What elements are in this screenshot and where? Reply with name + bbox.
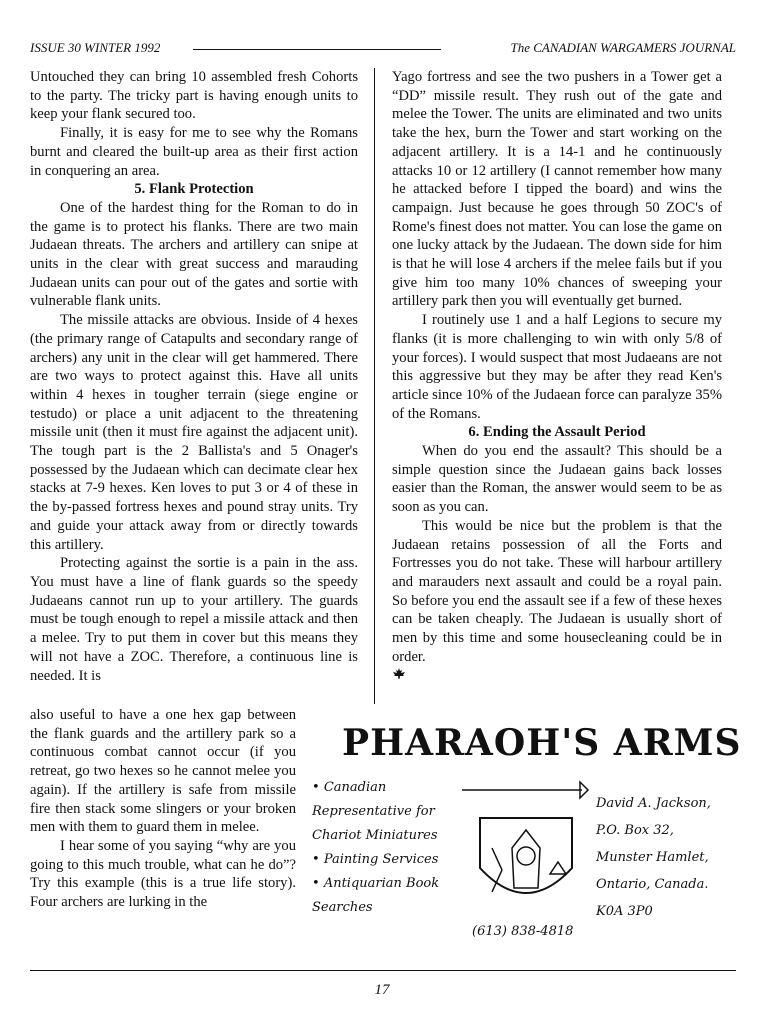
ad-service-line: • Canadian [312,776,472,800]
paragraph: When do you end the assault? This should be a simple question since the Judaean gains back losses easier than the Roman, the answer would seem to be as soon as you can. [392,443,722,516]
left-column-continued [30,706,296,912]
paragraph: I hear some of you saying “why are you going to this much trouble, what can he do”? Try this example (this is a true life story). Four archers are lurking in the [30,837,296,911]
ad-address-line: K0A 3P0 [596,904,653,919]
advertisement [312,716,742,964]
page-number: 17 [374,982,390,998]
footer-rule [30,970,736,971]
ad-title: PHARAOH'S ARMS [342,722,742,764]
issue-label: ISSUE 30 WINTER 1992 [30,40,161,55]
ad-service-line: Representative for [312,804,435,819]
paragraph: I routinely use 1 and a half Legions to secure my flanks (it is more challenging to win with only 5/8 of your forces). I would suspect that most Judaeans are not this aggressive but they may be after they read Ken's article since 10% of the Judaean force can paralyze 35% of the Romans. [392,312,722,422]
ad-service-line: • Antiquarian Book [312,872,472,896]
paragraph: Finally, it is easy for me to see why the Romans burnt and cleared the built-up area as their first action in conquering an area. [30,125,358,179]
section-heading-flank-protection: 5. Flank Protection [134,181,254,198]
ad-service-line: Searches [312,900,373,915]
paragraph: One of the hardest thing for the Roman to do in the game is to protect his flanks. There are two main Judaean threats. The archers and artillery can snipe at units in the clear with great success and marauding Judaean units can pour out of the gates and sortie with vulnerable flank units. [30,199,358,310]
journal-title: The CANADIAN WARGAMERS JOURNAL [510,40,736,55]
ad-service-line: Chariot Miniatures [312,828,438,843]
paragraph: Yago fortress and see the two pushers in a Tower get a “DD” missile result. They rush out of the gate and melee the Tower. The units are eliminated and two units take the hex, burn the Tower and start working on the adjacent artillery. It is a 14-1 and he continuously attacks 10 or 12 artillery (I cannot remember how many he attacked before I tipped the board) and wins the campaign. Just because he goes through 50 ZOC's of Rome's finest does not matter. You can lose the game on one lucky attack by the Judaean. The down side for him is that he will lose 4 archers if the melee fails but if you give him too many 10% chances of sweeping your artillery park then you will eventually get burned. [392,69,722,310]
running-header [30,38,736,58]
left-column [30,68,358,685]
paragraph: This would be nice but the problem is that the Judaean retains possession of all the Forts and Fortresses you do not take. These will harbour artillery and marauders next assault and could be a royal pain. So before you end the assault see if a few of these hexes can be taken cheaply. The Judaean is usually short of men by this time and some housecleaning could be in order. [392,517,722,665]
section-heading-ending-assault: 6. Ending the Assault Period [468,424,646,441]
ad-address-line: David A. Jackson, [596,796,711,811]
ad-address-line: Munster Hamlet, [596,850,709,865]
ad-services [312,776,472,920]
ad-phone: (613) 838-4818 [472,924,574,939]
header-rule [193,49,441,50]
paragraph: Untouched they can bring 10 assembled fresh Cohorts to the party. The tricky part is having enough units to keep your flank secured too. [30,69,358,123]
paragraph: The missile attacks are obvious. Inside of 4 hexes (the primary range of Catapults and secondary range of archers) any unit in the clear will get hammered. There are two ways to protect against this. Have all units within 4 hexes in tougher terrain (siege engine or testudo) or place a unit adjacent to the threatening missile unit (then it must fire against the adjacent unit). The tough part is the 2 Ballista's and 5 Onager's possessed by the Judaean which can decimate clear hex stacks at 7-9 hexes. Ken loves to put 3 or 4 of these in the by-passed fortress hexes and pound stray units. Try and guide your attack away from or directly towards this artillery. [30,312,358,553]
paragraph: Protecting against the sortie is a pain in the ass. You must have a line of flank guards so the speedy Judaeans cannot run up to your artillery. The guards must be tough enough to repel a missile attack and then a melee. Try to put them in cover but this means they will not have a ZOC. Therefore, a continuous line is needed. It is [30,555,358,684]
ad-service-line: • Painting Services [312,848,472,872]
paragraph: also useful to have a one hex gap between the flank guards and the artillery park so a continuous combat cannot occur (if you retreat, go two hexes so he cannot melee you again). If the artillery is safe from missile fire then stack some slingers or your broken men with them to guard them in melee. [30,707,296,836]
right-column [392,68,722,685]
pharaoh-crest-icon [462,778,590,933]
column-divider [374,68,375,704]
ad-address [596,790,726,925]
ad-address-line: P.O. Box 32, [596,823,674,838]
maple-leaf-icon [392,667,406,686]
ad-address-line: Ontario, Canada. [596,877,709,892]
